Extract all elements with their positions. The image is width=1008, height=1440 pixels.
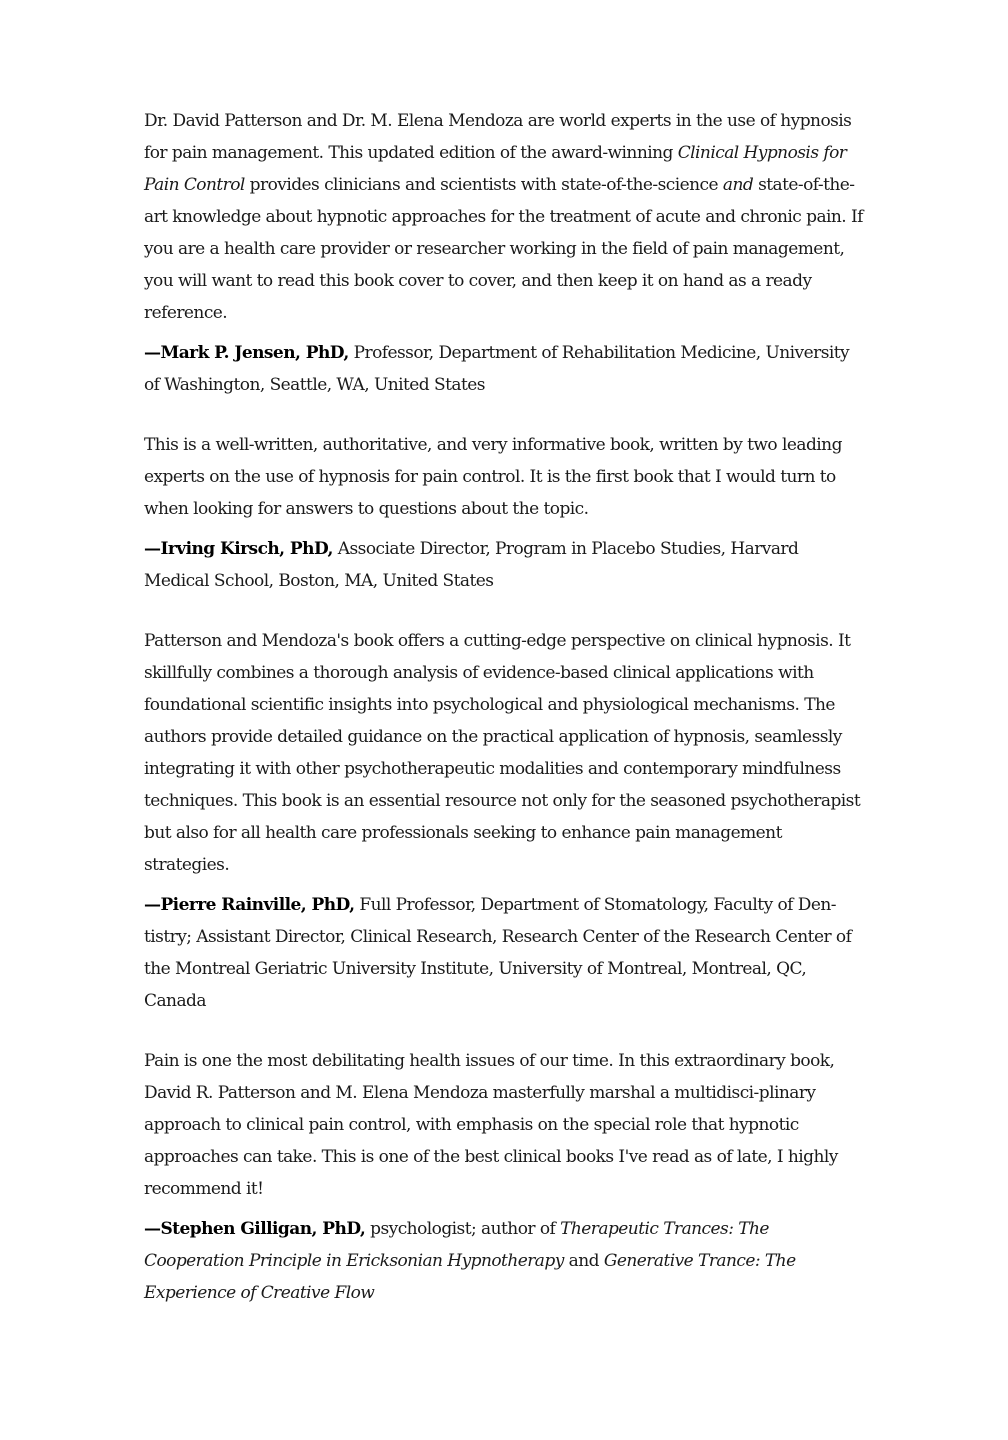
- endorsement-quote: [144, 1045, 866, 1205]
- endorser-name: —Irving Kirsch, PhD,: [144, 539, 333, 559]
- emphasis-text: and: [722, 175, 754, 195]
- endorser-affiliation: Full Professor, Department of Stomatology, Faculty of Den-tistry; Assistant Director, Clinical Research, Research Center of the Research Center of the Montreal Geriatric University Institute, University of Montreal, Montreal, QC, Canada: [144, 895, 852, 1011]
- endorser-affiliation: and: [563, 1251, 604, 1271]
- endorser-name: —Stephen Gilligan, PhD,: [144, 1219, 366, 1239]
- quote-text: Patterson and Mendoza's book offers a cutting-edge perspective on clinical hypnosis. It skillfully combines a thorough analysis of evidence-based clinical applications with foundational scientific insights into psychological and physiological mechanisms. The authors provide detailed guidance on the practical application of hypnosis, seamlessly integrating it with other psychotherapeutic modalities and contemporary mindfulness techniques. This book is an essential resource not only for the seasoned psychotherapist but also for all health care professionals seeking to enhance pain management strategies.: [144, 631, 861, 875]
- endorser-name: —Pierre Rainville, PhD,: [144, 895, 355, 915]
- endorsement-quote: [144, 105, 866, 329]
- quote-text: Dr. David Patterson and Dr. M. Elena Mendoza are world experts in the use of hypnosis for pain management. This updated edition of the award-winning: [144, 111, 852, 163]
- book-title: Generative Trance: The Experience of Creative Flow: [144, 1251, 796, 1303]
- endorser-name: —Mark P. Jensen, PhD,: [144, 343, 349, 363]
- endorsement-attribution: [144, 1213, 866, 1309]
- endorsement-quote: [144, 625, 866, 881]
- endorsement-quote: [144, 429, 866, 525]
- endorsement-jensen: [144, 105, 866, 401]
- book-title: Clinical Hypnosis for Pain Control: [144, 143, 847, 195]
- endorsement-rainville: [144, 625, 866, 1017]
- endorsement-kirsch: [144, 429, 866, 597]
- endorsement-attribution: [144, 889, 866, 1017]
- quote-text: state-of-the-art knowledge about hypnotic approaches for the treatment of acute and chronic pain. If you are a health care provider or researcher working in the field of pain management, you will want to read this book cover to cover, and then keep it on hand as a ready reference.: [144, 175, 863, 323]
- quote-text: This is a well-written, authoritative, and very informative book, written by two leading experts on the use of hypnosis for pain control. It is the first book that I would turn to when looking for answers to questions about the topic.: [144, 435, 842, 519]
- quote-text: provides clinicians and scientists with state-of-the-science: [244, 175, 723, 195]
- endorsement-gilligan: [144, 1045, 866, 1309]
- endorser-affiliation: Professor, Department of Rehabilitation Medicine, University of Washington, Seattle, WA, United States: [144, 343, 850, 395]
- quote-text: Pain is one the most debilitating health issues of our time. In this extraordinary book, David R. Patterson and M. Elena Mendoza masterfully marshal a multidisci-plinary approach to clinical pain control, with emphasis on the special role that hypnotic approaches can take. This is one of the best clinical books I've read as of late, I highly recommend it!: [144, 1051, 838, 1199]
- endorsements-page: [144, 105, 866, 1337]
- endorser-affiliation: psychologist; author of: [365, 1219, 561, 1239]
- endorser-affiliation: Associate Director, Program in Placebo Studies, Harvard Medical School, Boston, MA, United States: [144, 539, 799, 591]
- endorsement-attribution: [144, 337, 866, 401]
- book-title: Therapeutic Trances: The Cooperation Principle in Ericksonian Hypnotherapy: [144, 1219, 769, 1271]
- endorsement-attribution: [144, 533, 866, 597]
